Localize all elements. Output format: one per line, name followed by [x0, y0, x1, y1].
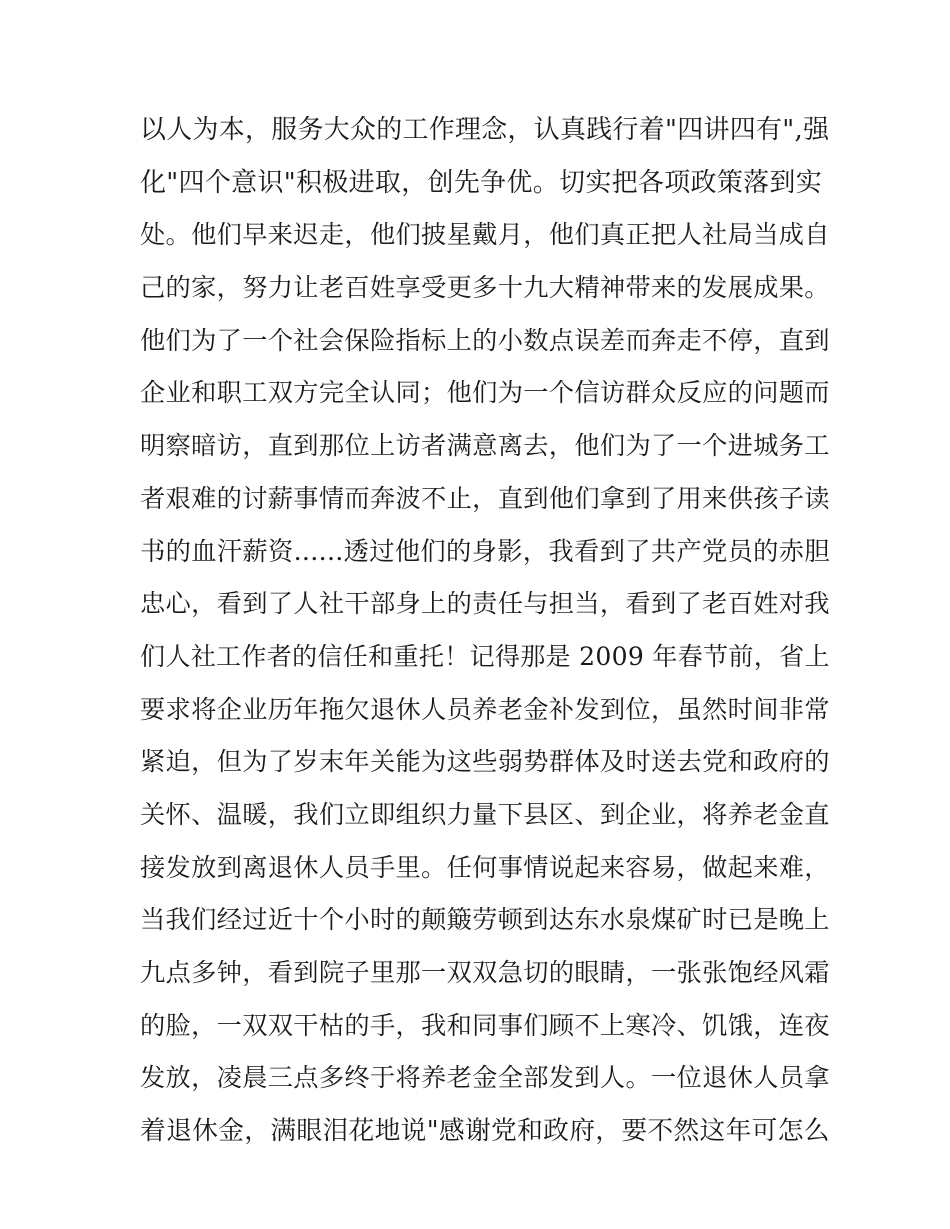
text-line: 当我们经过近十个小时的颠簸劳顿到达东水泉煤矿时已是晚上 — [140, 905, 830, 935]
text-line: 的脸，一双双干枯的手，我和同事们顾不上寒冷、饥饿，连夜 — [140, 1010, 830, 1040]
text-line: 紧迫，但为了岁末年关能为这些弱势群体及时送去党和政府的 — [140, 747, 830, 777]
text-line: 者艰难的讨薪事情而奔波不止，直到他们拿到了用来供孩子读 — [140, 483, 830, 513]
text-line: 着退休金，满眼泪花地说"感谢党和政府，要不然这年可怎么 — [140, 1116, 830, 1147]
text-line: 关怀、温暖，我们立即组织力量下县区、到企业，将养老金直 — [140, 799, 830, 829]
text-line: 忠心，看到了人社干部身上的责任与担当，看到了老百姓对我 — [140, 589, 830, 619]
text-line: 要求将企业历年拖欠退休人员养老金补发到位，虽然时间非常 — [140, 694, 830, 724]
text-line: 们人社工作者的信任和重托！记得那是 2009 年春节前，省上 — [140, 641, 830, 671]
text-line: 处。他们早来迟走，他们披星戴月，他们真正把人社局当成自 — [140, 220, 830, 250]
text-line: 企业和职工双方完全认同；他们为一个信访群众反应的问题而 — [140, 378, 830, 408]
text-line: 他们为了一个社会保险指标上的小数点误差而奔走不停，直到 — [140, 325, 830, 355]
text-line: 九点多钟，看到院子里那一双双急切的眼睛，一张张饱经风霜 — [140, 958, 830, 987]
text-line: 以人为本，服务大众的工作理念，认真践行着"四讲四有",强 — [140, 115, 830, 145]
text-line: 书的血汗薪资......透过他们的身影，我看到了共产党员的赤胆 — [140, 536, 830, 566]
text-line: 化"四个意识"积极进取，创先争优。切实把各项政策落到实 — [140, 167, 823, 198]
text-line: 明察暗访，直到那位上访者满意离去，他们为了一个进城务工 — [140, 431, 830, 461]
text-line: 接发放到离退休人员手里。任何事情说起来容易，做起来难， — [140, 852, 830, 882]
body-text — [140, 104, 830, 1158]
text-line: 己的家，努力让老百姓享受更多十九大精神带来的发展成果。 — [140, 273, 830, 303]
text-line: 发放，凌晨三点多终于将养老金全部发到人。一位退休人员拿 — [140, 1063, 830, 1093]
